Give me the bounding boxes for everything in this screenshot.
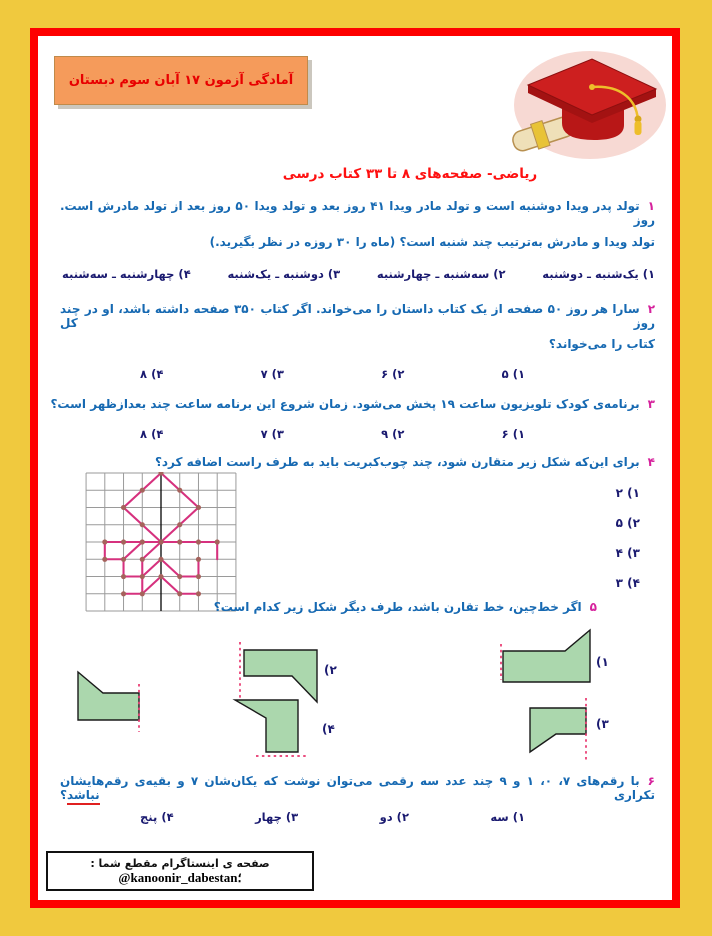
answer-option: ۳) ۷ [260,427,284,441]
question-text: با رقم‌های ۷، ۰، ۱ و ۹ چند عدد سه رقمی می‌توان نوشت که یکان‌شان ۷ و بقیه‌ی رقم‌هایشان تکراری نباشد؟ [60,774,655,805]
q5-shape-option-3 [522,694,598,768]
question-text: کتاب را می‌خواند؟ [548,337,655,351]
answer-option: ۴) پنج [140,810,174,824]
q5-shape-option-4 [228,692,318,768]
question-6-options [140,810,525,824]
question-2-line-2 [60,337,655,351]
question-3-options [140,427,525,441]
question-text: برنامه‌ی کودک تلویزیون ساعت ۱۹ پخش می‌شود. زمان شروع این برنامه ساعت چند بعدازظهر است؟ [50,397,640,411]
question-text: اگر خط‌چین، خط تقارن باشد، طرف دیگر شکل زیر کدام است؟ [213,600,582,614]
answer-option: ۱) سه [490,810,525,824]
answer-option: ۴) ۸ [140,427,164,441]
answer-option: ۲) ۹ [381,427,405,441]
answer-option: ۲) دو [379,810,409,824]
question-number: ۱ [647,199,655,213]
answer-option: ۲) سه‌شنبه ـ چهارشنبه [376,267,506,281]
question-text: سارا هر روز ۵۰ صفحه از یک کتاب داستان را می‌خواند. اگر کتاب ۳۵۰ صفحه داشته باشد، او در چند روز کل [60,302,655,330]
shape-label: ۳) [596,717,609,731]
answer-option: ۳) ۷ [260,367,284,381]
answer-option: ۱) یک‌شنبه ـ دوشنبه [542,267,655,281]
answer-option: ۲) ۶ [381,367,405,381]
question-4-line-1 [60,455,655,469]
question-number: ۶ [647,774,655,788]
q5-shape-option-1 [494,620,598,690]
question-number: ۳ [647,397,655,411]
answer-option: ۱) ۲ [615,486,640,500]
question-1-line-2 [60,235,655,249]
footer-caption: صفحه ی اینستاگرام مقطع شما : [90,857,270,870]
question-number: ۵ [589,600,597,614]
question-text: تولد ویدا و مادرش به‌ترتیب چند شنبه است؟ (ماه را ۳۰ روزه در نظر بگیرید.) [209,235,655,249]
question-6-line-1 [60,774,655,802]
answer-option: ۳) دوشنبه ـ یک‌شنبه [227,267,341,281]
question-1-options [62,267,655,281]
answer-option: ۱) ۶ [501,427,525,441]
instagram-handle: @kanoonir_dabestan؛ [118,870,242,885]
symmetry-grid-figure [85,472,237,612]
question-2-line-1 [60,302,655,330]
footer-box [46,851,314,891]
answer-option: ۴) ۳ [615,576,640,590]
answer-option: ۳) ۴ [615,546,640,560]
question-3-line-1 [50,397,655,411]
question-number: ۲ [647,302,656,316]
question-5-line-1 [200,600,597,614]
page-title: ریاضی- صفحه‌های ۸ تا ۳۳ کتاب درسی [282,166,538,182]
q5-shape-main [66,664,150,736]
exam-badge [54,56,308,105]
shape-label: ۲) [324,663,337,677]
question-1-line-1 [60,199,655,227]
question-text: برای این‌که شکل زیر متقارن شود، چند چوب‌کبریت باید به طرف راست اضافه کرد؟ [154,455,640,469]
answer-option: ۴) چهارشنبه ـ سه‌شنبه [62,267,191,281]
shape-label: ۴) [322,722,335,736]
graduation-cap-image [498,45,668,160]
question-text: تولد پدر ویدا دوشنبه است و تولد مادر ویدا ۴۱ روز بعد و تولد ویدا ۵۰ روز بعد از تولد مادرش است. روز [60,199,655,227]
underlined-word: نباشد [67,788,100,805]
question-number: ۴ [647,455,655,469]
shape-label: ۱) [596,655,609,669]
answer-option: ۱) ۵ [501,367,525,381]
answer-option: ۴) ۸ [140,367,164,381]
exam-badge-text: آمادگی آزمون ۱۷ آبان سوم دبستان [68,73,294,88]
answer-option: ۲) ۵ [615,516,640,530]
question-2-options [140,367,525,381]
answer-option: ۳) چهار [255,810,299,824]
